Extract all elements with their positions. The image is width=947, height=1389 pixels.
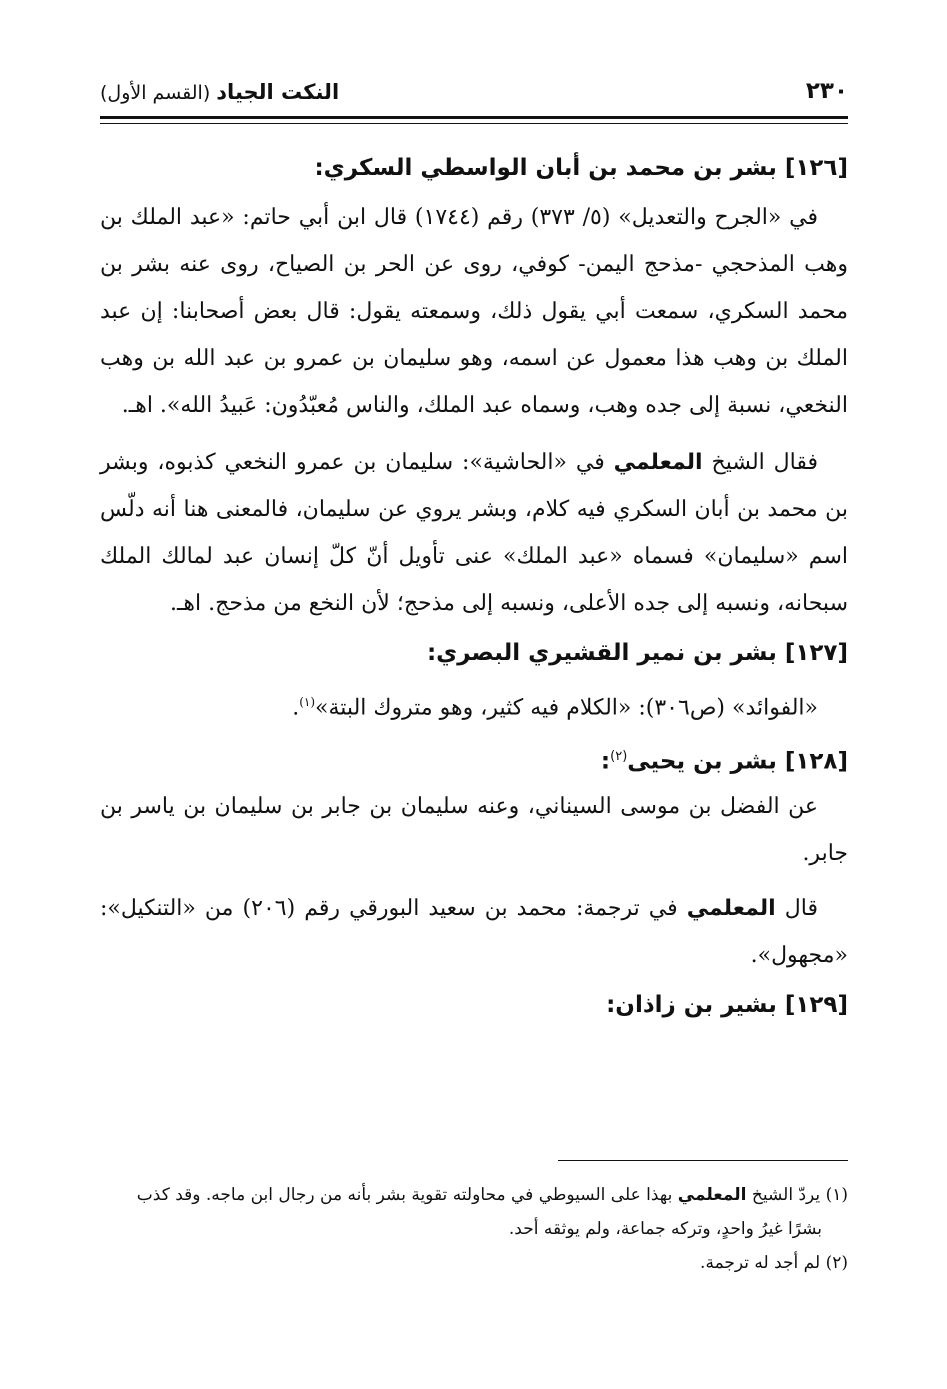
- section-label: (القسم الأول): [100, 82, 211, 104]
- page-header: [100, 70, 848, 114]
- header-rule-thin: [100, 123, 848, 124]
- footnote-1-number: (١): [825, 1185, 848, 1205]
- entry-128-p2-before: قال: [784, 896, 818, 922]
- author-name: المعلمي: [677, 1185, 747, 1205]
- entry-128-title-end: :: [600, 748, 611, 775]
- entry-title-126: [١٢٦] بشر بن محمد بن أبان الواسطي السكري:: [314, 155, 848, 181]
- entry-128-p2-after: في ترجمة: محمد بن سعيد البورقي رقم (٢٠٦) من «التنكيل»: «مجهول».: [100, 896, 848, 969]
- entry-126-paragraph-1: في «الجرح والتعديل» (٥/ ٣٧٣) رقم (١٧٤٤) قال ابن أبي حاتم: «عبد الملك بن وهب المذحجي -مذحج اليمن- كوفي، روى عن الحر بن الصياح، روى عنه بشر بن محمد السكري، سمعت أبي يقول ذلك، وسمعته يقول: قال بعض أصحابنا: إن عبد الملك بن وهب هذا معمول عن اسمه، وهو سليمان بن عمرو بن عبد الله بن وهب النخعي، نسبة إلى جده وهب، وسماه عبد الملك، والناس مُعبّدُون: عَبيدُ الله». اهـ.: [100, 205, 848, 418]
- entry-title-129: [١٢٩] بشير بن زاذان:: [606, 992, 848, 1019]
- entry-126-p2-after: في «الحاشية»: سليمان بن عمرو النخعي كذبوه، وبشر بن محمد بن أبان السكري فيه كلام، وبشر يروي عن سليمان، فالمعنى هنا أنه دلّس اسم «سليمان» فسماه «عبد الملك» عنى تأويل أنّ كلّ إنسان عبد لمالك الملك سبحانه، ونسبه إلى جده الأعلى، ونسبه إلى مذحج؛ لأن النخع من مذحج. اهـ.: [100, 450, 848, 616]
- footnote-ref-1: (١): [299, 695, 316, 709]
- footnote-1: [100, 1178, 848, 1212]
- main-text: [100, 142, 848, 1031]
- footnotes: [100, 1178, 848, 1280]
- footnote-2-text: لم أجد له ترجمة.: [700, 1253, 821, 1273]
- entry-title-127: [١٢٧] بشر بن نمير القشيري البصري:: [426, 640, 848, 666]
- page-number: ٢٣٠: [805, 78, 848, 104]
- entry-126-p2-before: فقال الشيخ: [711, 450, 819, 475]
- author-name: المعلمي: [686, 896, 776, 922]
- footnote-1-after: بهذا على السيوطي في محاولته تقوية بشر بأنه من رجال ابن ماجه. وقد كذب: [136, 1185, 673, 1205]
- book-page: [100, 70, 848, 1273]
- running-title: [100, 80, 339, 104]
- header-rule-thick: [100, 116, 848, 119]
- entry-title-128: [100, 731, 848, 783]
- footnote-1-cont-text: بشرًا غيرُ واحدٍ، وتركه جماعة، ولم يوثقه أحد.: [508, 1219, 822, 1239]
- footnote-separator: [558, 1160, 848, 1161]
- entry-127-p1-text: «الفوائد» (ص٣٠٦): «الكلام فيه كثير، وهو متروك البتة»: [315, 695, 818, 721]
- entry-127-p1-end: .: [292, 695, 300, 721]
- footnote-1-continuation: [100, 1212, 848, 1246]
- footnote-1-before: يردّ الشيخ: [751, 1185, 821, 1205]
- entry-128-paragraph-1: عن الفضل بن موسى السيناني، وعنه سليمان بن جابر بن سليمان بن ياسر بن جابر.: [100, 794, 848, 867]
- entry-127-paragraph-1: [100, 679, 848, 731]
- author-name: المعلمي: [613, 450, 703, 475]
- footnote-2: [100, 1246, 848, 1280]
- entry-126-paragraph-2: [100, 439, 848, 627]
- footnote-2-number: (٢): [825, 1253, 848, 1273]
- book-title: النكت الجياد: [216, 80, 340, 104]
- footnote-ref-2: (٢): [610, 749, 628, 765]
- entry-128-title-text: [١٢٨] بشر بن يحيى: [627, 748, 848, 775]
- entry-128-paragraph-2: [100, 885, 848, 979]
